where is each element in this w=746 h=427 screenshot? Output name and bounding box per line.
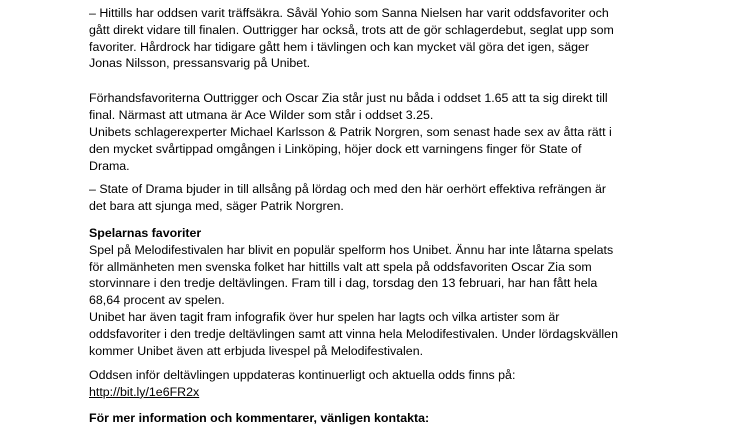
paragraph-infographic xyxy=(89,309,649,359)
text-line: Unibet har även tagit fram infografik över hur spelen har lagts och vilka artister som är xyxy=(89,310,560,324)
section-spelarnas-favoriter xyxy=(89,225,649,309)
text-line: favoriter. Hårdrock har tidigare gått hem i tävlingen och kan mycket väl göra det igen, säger xyxy=(89,39,590,54)
text-line: 68,64 procent av spelen. xyxy=(89,293,225,308)
text-line: Unibets schlagerexperter Michael Karlsson & Patrik Norgren, som senast hade sex av åtta rätt i xyxy=(89,125,612,139)
text-line: kommer Unibet även att erbjuda livespel på Melodifestivalen. xyxy=(89,343,424,358)
text-line: gått direkt vidare till finalen. Outtrigger har också, trots att de gör schlagerdebut, seglat upp som xyxy=(89,22,614,37)
text-line: – Hittills har oddsen varit träffsäkra. Såväl Yohio som Sanna Nielsen har varit oddsfavoriter och xyxy=(89,6,609,20)
odds-link[interactable]: http://bit.ly/1e6FR2x xyxy=(89,384,200,399)
link-line xyxy=(89,384,649,401)
paragraph-favorites-odds xyxy=(89,90,649,124)
text-line: för allmänheten men svenska folket har hittills valt att spela på oddsfavoriten Oscar Zia som xyxy=(89,259,592,274)
paragraph-odds-link xyxy=(89,367,649,401)
text-line: – State of Drama bjuder in till allsång på lördag och med den här oerhört effektiva refrängen är xyxy=(89,182,607,196)
paragraph-contact xyxy=(89,410,649,427)
text-line: den mycket svårtippad omgången i Linköping, höjer dock ett varningens finger för State of xyxy=(89,141,582,156)
text-line: oddsfavoriter i den tredje deltävlingen samt att vinna hela Melodifestivalen. Under lördagskvällen xyxy=(89,326,618,341)
paragraph-quote-patrik xyxy=(89,181,649,215)
text-line: det bara att sjunga med, säger Patrik Norgren. xyxy=(89,198,344,213)
text-line: Drama. xyxy=(89,158,130,173)
text-line: final. Närmast att utmana är Ace Wilder som står i oddset 3.25. xyxy=(89,107,434,122)
contact-heading: För mer information och kommentarer, vänligen kontakta: xyxy=(89,411,430,425)
text-line: Spel på Melodifestivalen har blivit en populär spelform hos Unibet. Ännu har inte låtarna spelats xyxy=(89,242,614,257)
section-heading: Spelarnas favoriter xyxy=(89,226,202,240)
paragraph-experts xyxy=(89,124,649,174)
paragraph-quote-jonas xyxy=(89,5,649,72)
text-line: storvinnare i den tredje deltävlingen. Fram till i dag, torsdag den 13 februari, har han fått hela xyxy=(89,276,598,291)
text-line: Oddsen inför deltävlingen uppdateras kontinuerligt och aktuella odds finns på: xyxy=(89,368,516,382)
text-line: Förhandsfavoriterna Outtrigger och Oscar Zia står just nu båda i oddset 1.65 att ta sig direkt till xyxy=(89,91,608,105)
text-line: Jonas Nilsson, pressansvarig på Unibet. xyxy=(89,56,311,71)
